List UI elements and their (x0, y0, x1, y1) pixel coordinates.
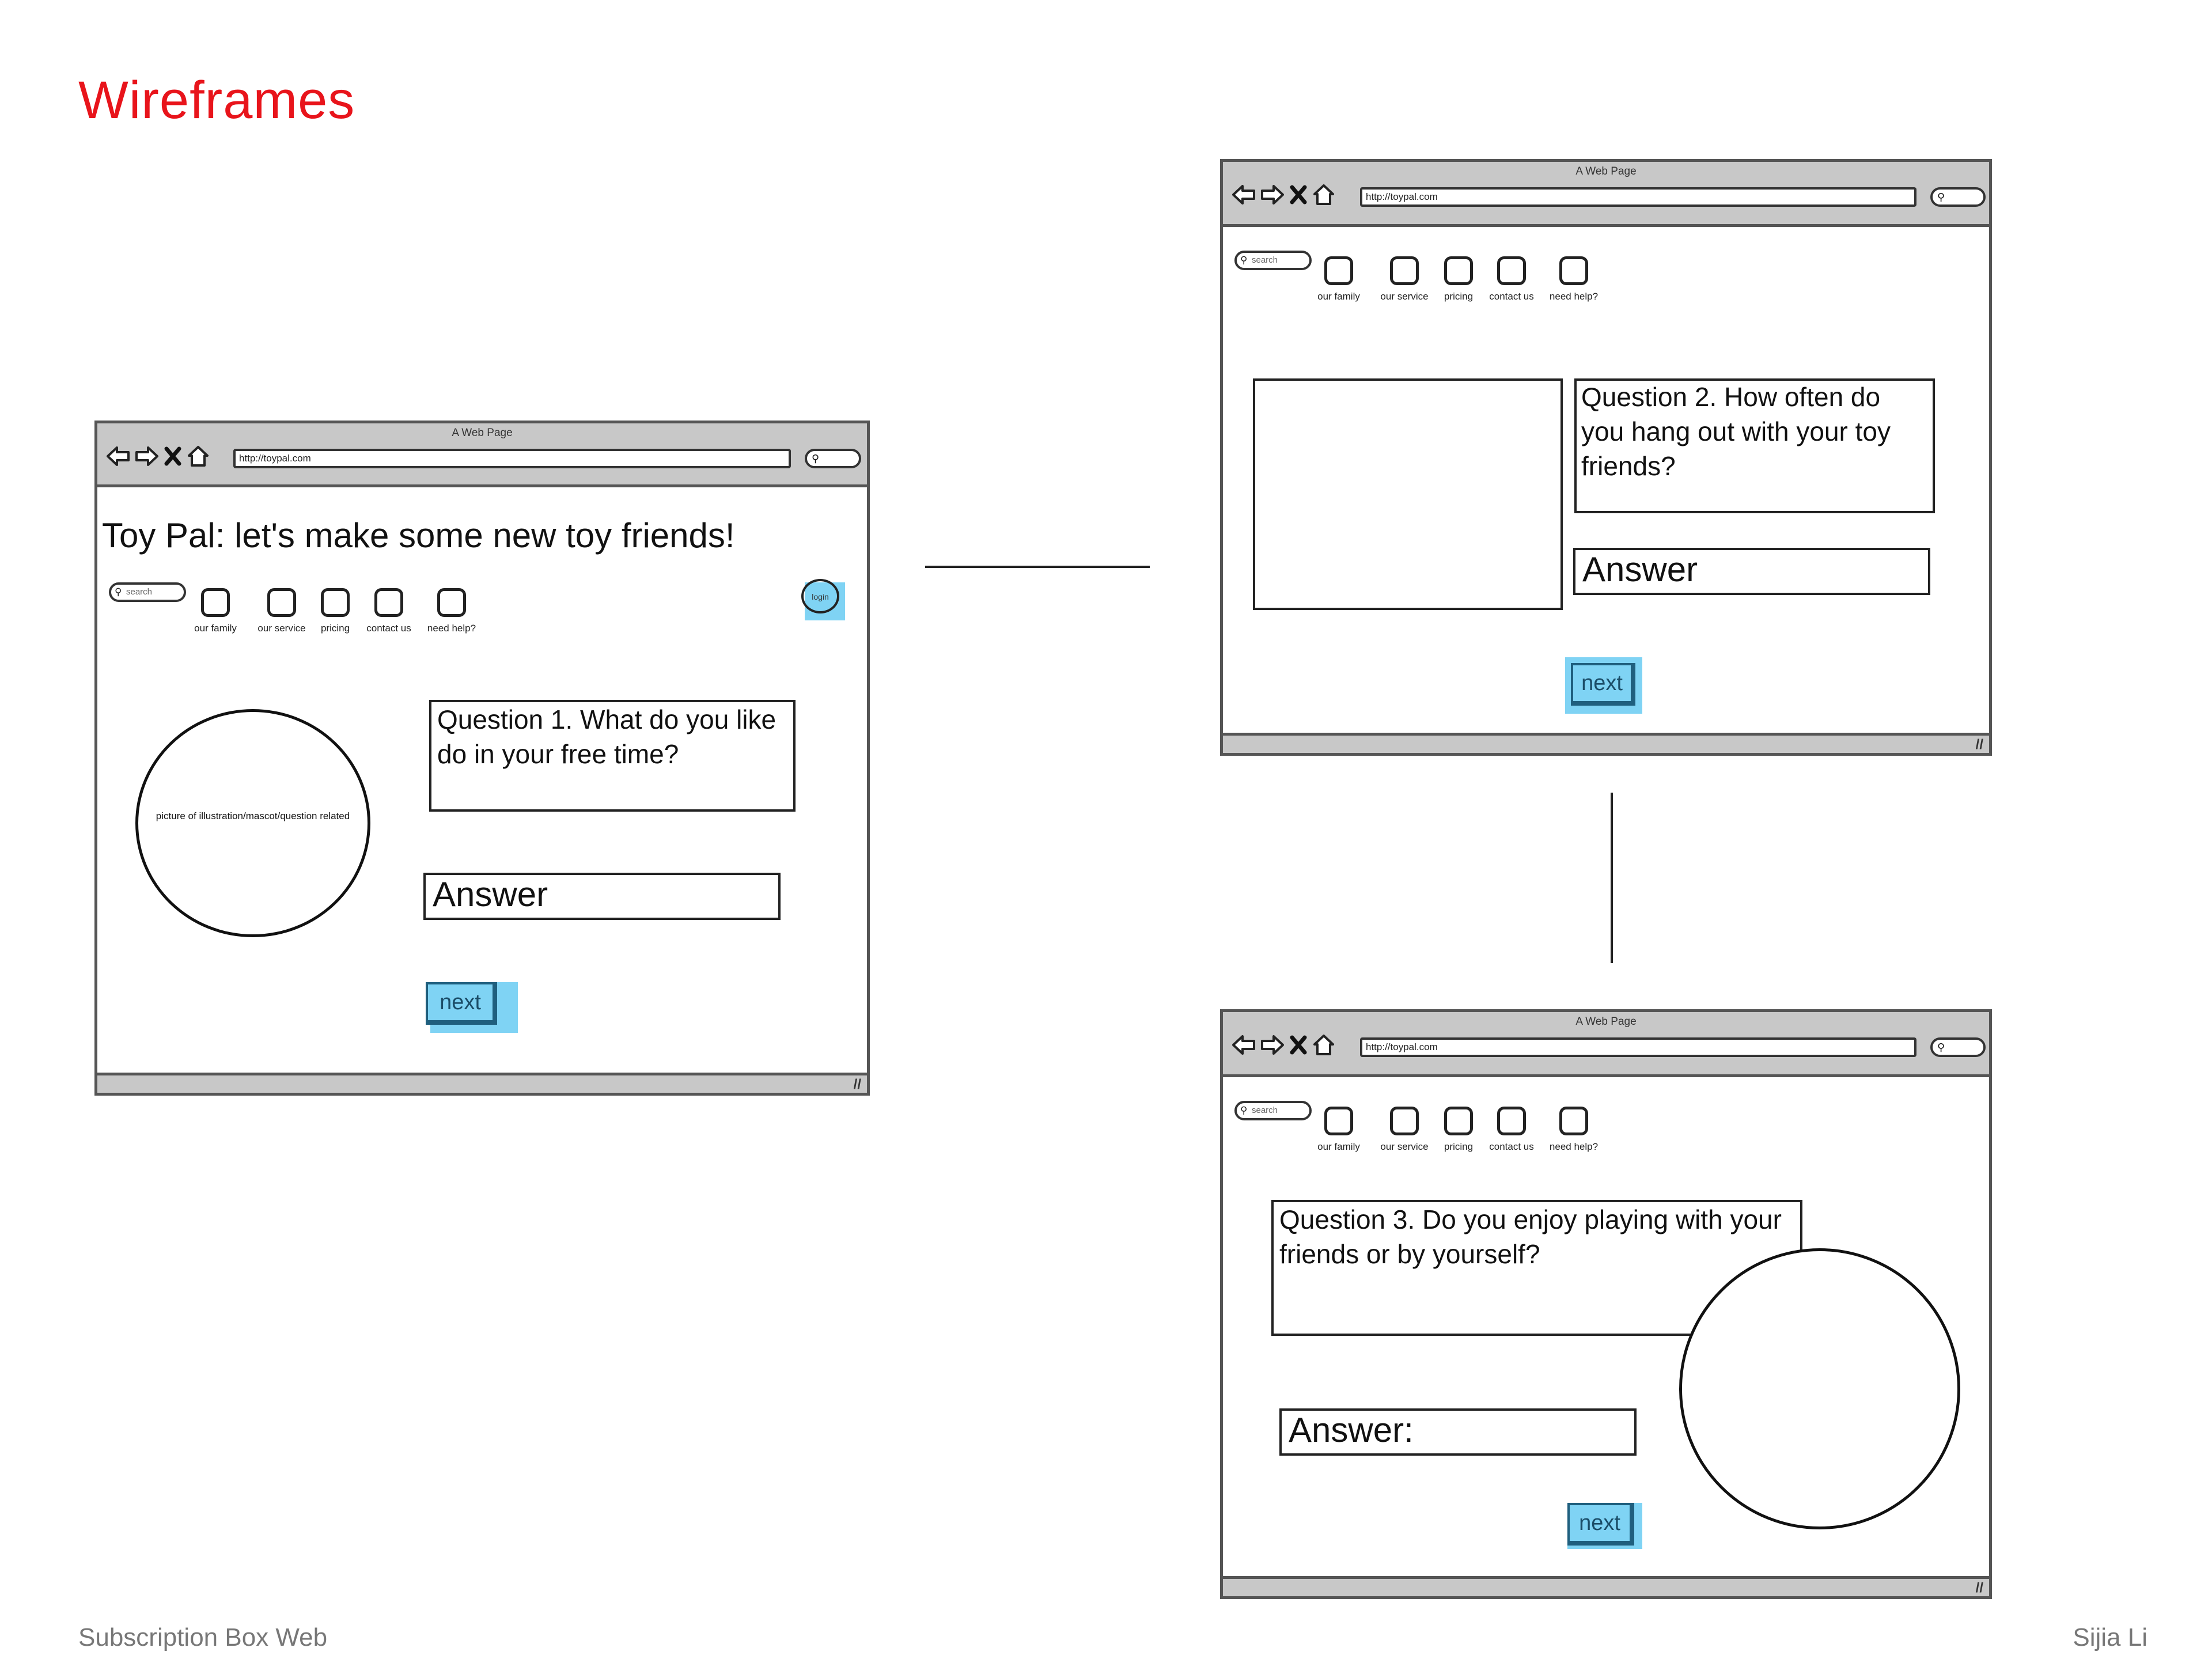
answer-field[interactable]: Answer: (1279, 1408, 1637, 1456)
footer-project-name: Subscription Box Web (78, 1623, 328, 1652)
page-title: Wireframes (78, 71, 355, 130)
answer-field[interactable]: Answer (1573, 548, 1930, 595)
forward-arrow-icon[interactable] (1261, 184, 1284, 206)
home-icon[interactable] (1313, 1034, 1335, 1056)
browser-statusbar (97, 1073, 867, 1093)
wireframe-screen-3 (1220, 1009, 1992, 1599)
nav-label-pricing: pricing (320, 623, 350, 634)
browser-window-title: A Web Page (1575, 165, 1637, 177)
nav-button-contact-us[interactable] (1497, 256, 1526, 285)
nav-label-our-service: our service (1380, 291, 1429, 302)
nav-label-our-family: our family (1317, 291, 1360, 302)
nav-button-pricing[interactable] (1444, 1107, 1473, 1135)
browser-titlebar (1223, 1012, 1989, 1077)
question-text: Question 2. How often do you hang out with your toy friends? (1581, 382, 1891, 481)
search-input[interactable] (1234, 1101, 1312, 1120)
search-icon: ⚲ (115, 586, 122, 597)
search-icon: ⚲ (1937, 1041, 1945, 1053)
mascot-image-placeholder (1679, 1248, 1960, 1529)
next-button[interactable] (1565, 657, 1642, 714)
next-button-label: next (426, 982, 497, 1025)
nav-button-our-family[interactable] (1324, 256, 1353, 285)
search-icon: ⚲ (812, 453, 820, 464)
home-icon[interactable] (1313, 184, 1335, 206)
flow-connector-horizontal (925, 566, 1150, 568)
search-placeholder: search (1252, 1105, 1278, 1115)
address-bar[interactable]: http://toypal.com (233, 449, 791, 468)
nav-button-contact-us[interactable] (374, 588, 403, 617)
browser-window-title: A Web Page (1575, 1016, 1637, 1028)
nav-button-pricing[interactable] (321, 588, 350, 617)
screen-heading: Toy Pal: let's make some new toy friends! (102, 516, 735, 555)
back-arrow-icon[interactable] (1232, 184, 1255, 206)
browser-statusbar (1223, 1576, 1989, 1596)
flow-connector-vertical (1611, 793, 1613, 963)
address-bar[interactable]: http://toypal.com (1360, 1037, 1916, 1057)
address-bar[interactable]: http://toypal.com (1360, 187, 1916, 207)
question-text: Question 1. What do you like do in your free time? (437, 704, 777, 769)
nav-button-need-help[interactable] (1559, 1107, 1588, 1135)
close-icon[interactable] (164, 446, 181, 466)
forward-arrow-icon[interactable] (1261, 1034, 1284, 1056)
search-placeholder: search (126, 587, 153, 597)
browser-search-box[interactable] (1930, 187, 1986, 207)
nav-label-our-family: our family (194, 623, 237, 634)
nav-label-contact-us: contact us (1489, 291, 1534, 302)
next-button-label: next (1567, 1503, 1634, 1546)
nav-label-pricing: pricing (1444, 1141, 1474, 1152)
nav-button-our-family[interactable] (1324, 1107, 1353, 1135)
browser-nav-icons (107, 445, 209, 467)
nav-label-need-help: need help? (427, 623, 476, 634)
nav-label-contact-us: contact us (366, 623, 411, 634)
back-arrow-icon[interactable] (107, 445, 130, 467)
forward-arrow-icon[interactable] (135, 445, 158, 467)
image-placeholder (1253, 378, 1563, 610)
nav-label-contact-us: contact us (1489, 1141, 1534, 1152)
search-placeholder: search (1252, 255, 1278, 265)
mascot-image-placeholder (135, 709, 370, 937)
nav-label-pricing: pricing (1444, 291, 1474, 302)
wireframe-screen-1 (94, 421, 870, 1096)
resize-grip-icon[interactable]: // (1975, 1580, 1983, 1596)
nav-button-our-family[interactable] (201, 588, 230, 617)
next-button[interactable] (1567, 1503, 1642, 1549)
nav-label-need-help: need help? (1549, 1141, 1599, 1152)
wireframe-screen-2 (1220, 159, 1992, 756)
nav-button-pricing[interactable] (1444, 256, 1473, 285)
nav-label-our-service: our service (1380, 1141, 1429, 1152)
nav-button-need-help[interactable] (1559, 256, 1588, 285)
browser-nav-icons (1232, 184, 1335, 206)
image-caption: picture of illustration/mascot/question related (156, 810, 350, 821)
login-button[interactable] (805, 582, 845, 620)
close-icon[interactable] (1290, 185, 1307, 204)
login-ring: login (801, 579, 839, 613)
browser-titlebar (97, 423, 867, 487)
browser-titlebar (1223, 162, 1989, 227)
nav-button-contact-us[interactable] (1497, 1107, 1526, 1135)
answer-field[interactable]: Answer (423, 873, 781, 920)
question-text: Question 3. Do you enjoy playing with your friends or by yourself? (1279, 1205, 1782, 1269)
browser-statusbar (1223, 733, 1989, 753)
browser-search-box[interactable] (805, 449, 861, 468)
back-arrow-icon[interactable] (1232, 1034, 1255, 1056)
nav-label-our-service: our service (257, 623, 306, 634)
search-icon: ⚲ (1240, 1105, 1248, 1116)
search-icon: ⚲ (1240, 255, 1248, 266)
nav-button-our-service[interactable] (1390, 1107, 1419, 1135)
resize-grip-icon[interactable]: // (853, 1077, 861, 1092)
search-input[interactable] (109, 582, 186, 602)
resize-grip-icon[interactable]: // (1975, 737, 1983, 752)
nav-label-need-help: need help? (1549, 291, 1599, 302)
nav-button-our-service[interactable] (267, 588, 296, 617)
browser-search-box[interactable] (1930, 1037, 1986, 1057)
home-icon[interactable] (187, 445, 209, 467)
search-icon: ⚲ (1937, 191, 1945, 203)
footer-author: Sijia Li (2073, 1623, 2147, 1652)
close-icon[interactable] (1290, 1035, 1307, 1055)
browser-nav-icons (1232, 1034, 1335, 1056)
search-input[interactable] (1234, 251, 1312, 270)
next-button-label: next (1571, 663, 1635, 706)
nav-button-our-service[interactable] (1390, 256, 1419, 285)
next-button[interactable] (430, 982, 518, 1033)
nav-button-need-help[interactable] (437, 588, 466, 617)
nav-label-our-family: our family (1317, 1141, 1360, 1152)
browser-window-title: A Web Page (452, 427, 513, 439)
